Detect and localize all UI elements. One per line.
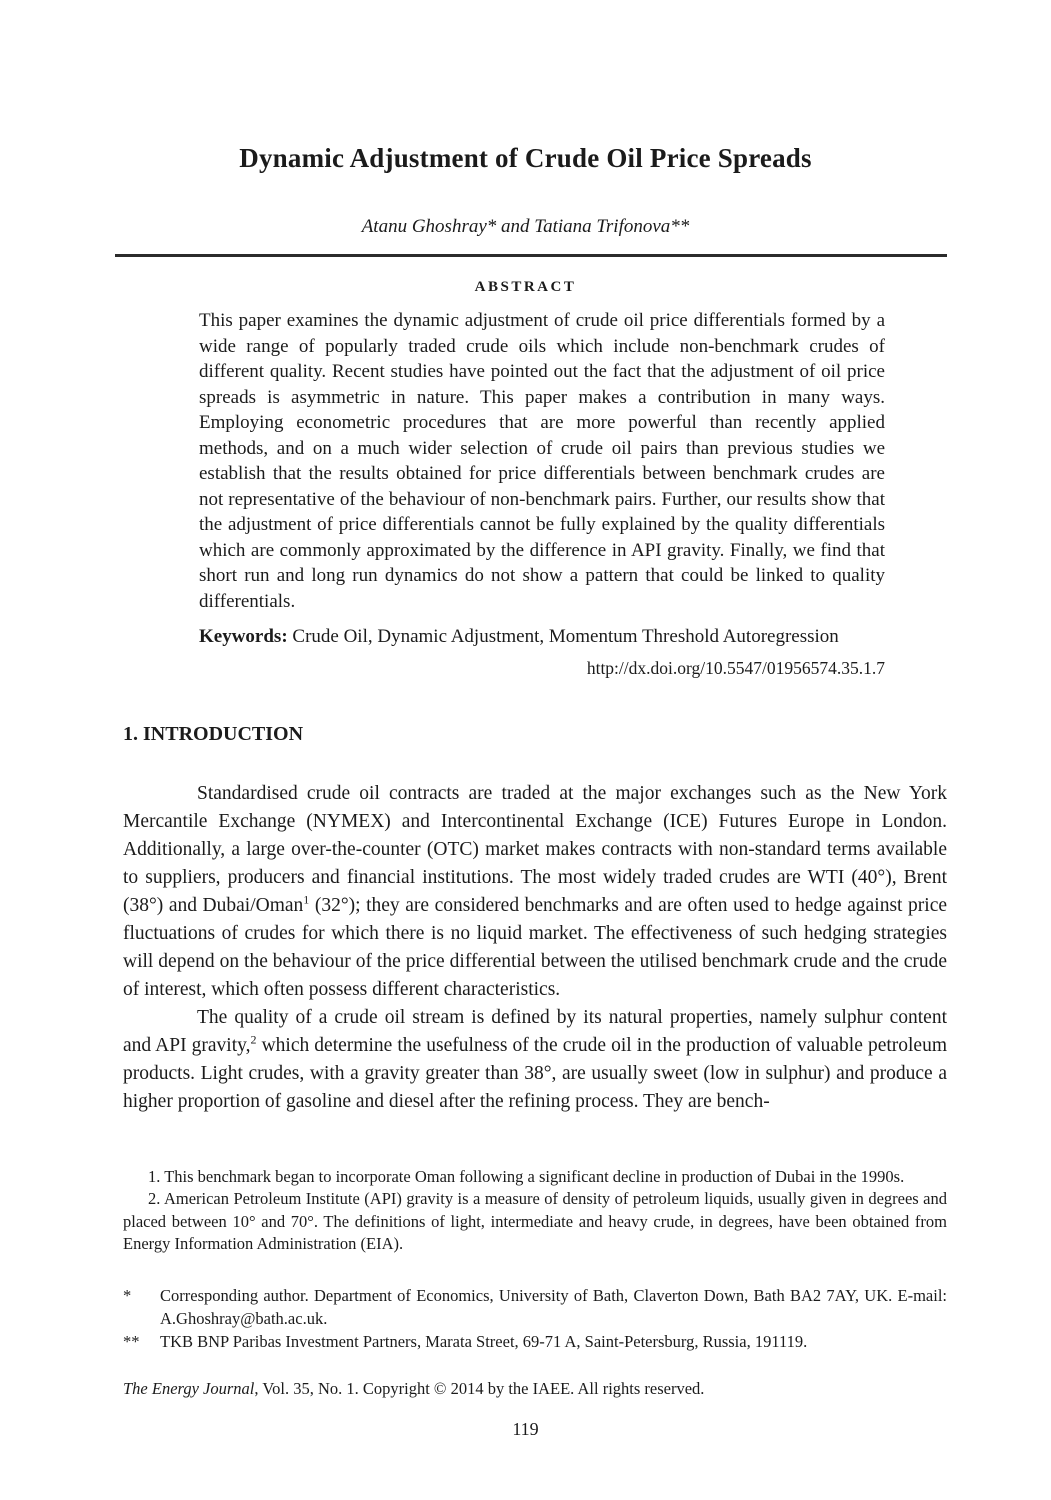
- introduction-paragraph-2: [123, 1004, 947, 1116]
- footnote-ref-2: 2: [250, 1032, 257, 1046]
- double-asterisk-marker: **: [123, 1331, 140, 1351]
- author-byline: Atanu Ghoshray* and Tatiana Trifonova**: [361, 216, 690, 237]
- intro-p2-text-cont: which determine the usefulness of the crude oil in the production of valuable petroleum products. Light crudes, with a gravity greater than 38°, are usually sweet (low in sulphur) and produce a higher proportion of gasoline and diesel after the refining process. They are bench-: [123, 1034, 947, 1112]
- intro-p2-text: The quality of a crude oil stream is defined by its natural properties, namely sulphur content and API gravity,: [123, 1006, 947, 1056]
- keywords-label: Keywords:: [199, 626, 288, 647]
- abstract-heading: ABSTRACT: [474, 279, 577, 295]
- author-note-second: [123, 1330, 947, 1353]
- footnote-2: 2. American Petroleum Institute (API) gravity is a measure of density of petroleum liquids, usually given in degrees and placed between 10° and 70°. The definitions of light, intermediate and heavy crude, in degrees, have been obtained from Energy Information Administration (EIA).: [123, 1189, 947, 1253]
- title-divider: [115, 254, 947, 257]
- intro-p1-text: Standardised crude oil contracts are traded at the major exchanges such as the New York Mercantile Exchange (NYMEX) and Intercontinental Exchange (ICE) Futures Europe in London. Additionally, a large over-the-counter (OTC) market makes contracts with non-standard terms available to suppliers, producers and financial institutions. The most widely traded crudes are WTI (40°), Brent (38°) and Dubai/Oman: [123, 782, 947, 916]
- author-note-corresponding-text: Corresponding author. Department of Economics, University of Bath, Claverton Down, Bath BA2 7AY, UK. E-mail: A.Ghoshray@bath.ac.uk.: [160, 1285, 947, 1328]
- introduction-paragraph-1: [123, 780, 947, 1004]
- keywords-line: [199, 624, 885, 650]
- intro-p1-text-cont: (32°); they are considered benchmarks and are often used to hedge against price fluctuations of crudes for which there is no liquid market. The effectiveness of such hedging strategies will depend on the behaviour of the price differential between the utilised benchmark crude and the crude of interest, which often possess different characteristics.: [123, 894, 948, 1000]
- page-number: 119: [512, 1418, 539, 1439]
- abstract-block: [199, 308, 885, 679]
- abstract-text: This paper examines the dynamic adjustment of crude oil price differentials formed by a wide range of popularly traded crude oils which include non-benchmark crudes of different quality. Recent studies have pointed out the fact that the adjustment of oil price spreads is asymmetric in nature. This paper makes a contribution in many ways. Employing econometric procedures that are more powerful than recently applied methods, and on a much wider selection of crude oil pairs than previous studies we establish that the results obtained for price differentials between benchmark crudes are not representative of the behaviour of non-benchmark pairs. Further, our results show that the adjustment of price differentials cannot be fully explained by the quality differentials which are commonly approximated by the difference in API gravity. Finally, we find that short run and long run dynamics do not show a pattern that could be linked to quality differentials.: [199, 310, 885, 612]
- doi-link: http://dx.doi.org/10.5547/01956574.35.1.7: [586, 657, 885, 678]
- author-note-corresponding: [123, 1284, 947, 1330]
- introduction-heading: 1. INTRODUCTION: [123, 722, 304, 745]
- journal-name: The Energy Journal: [123, 1378, 255, 1398]
- asterisk-marker: *: [123, 1285, 132, 1305]
- author-note-second-text: TKB BNP Paribas Investment Partners, Marata Street, 69-71 A, Saint-Petersburg, Russia, 191119.: [160, 1331, 808, 1351]
- keywords-text: Crude Oil, Dynamic Adjustment, Momentum Threshold Autoregression: [287, 626, 839, 647]
- footnote-ref-1: 1: [303, 892, 310, 906]
- footnote-1: 1. This benchmark began to incorporate Oman following a significant decline in production of Dubai in the 1990s.: [148, 1166, 905, 1186]
- journal-citation-rest: , Vol. 35, No. 1. Copyright © 2014 by the IAEE. All rights reserved.: [254, 1378, 705, 1398]
- journal-copyright-line: [123, 1379, 947, 1399]
- paper-title: Dynamic Adjustment of Crude Oil Price Spreads: [239, 143, 812, 173]
- footnotes-block: [123, 1166, 947, 1256]
- author-notes-block: [123, 1284, 947, 1353]
